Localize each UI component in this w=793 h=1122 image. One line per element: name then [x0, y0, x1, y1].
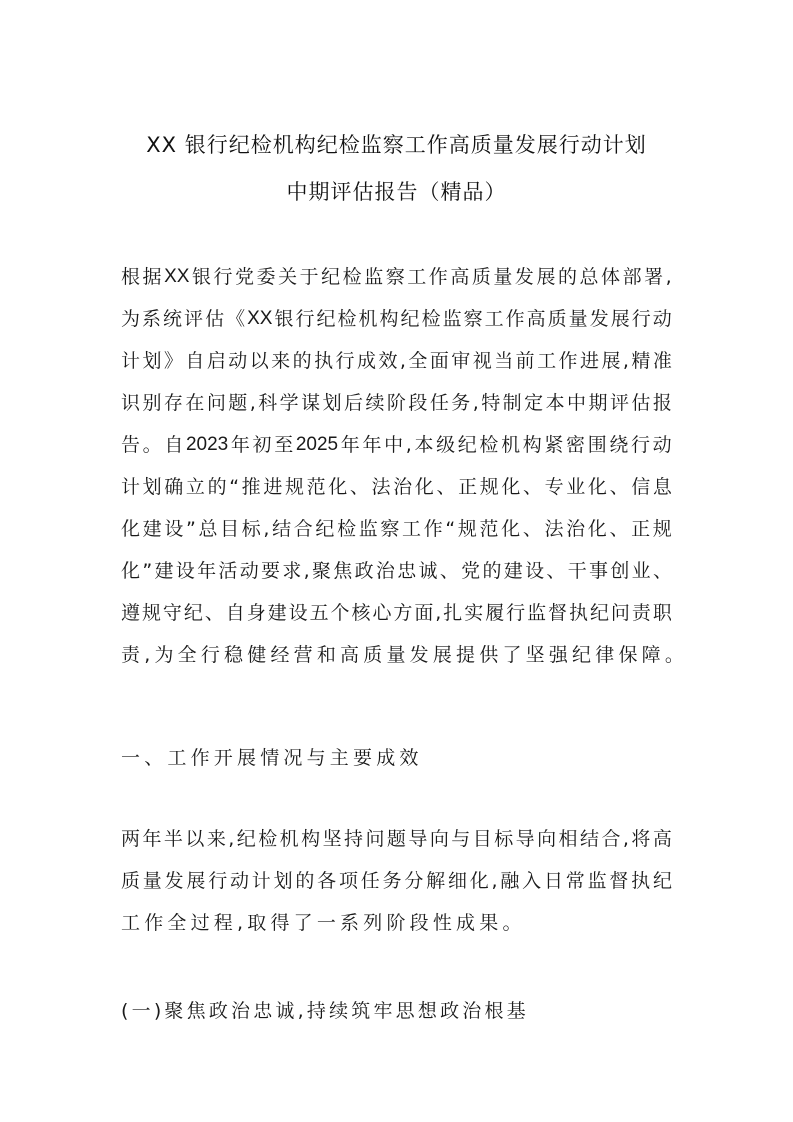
subsection-heading: (一)聚焦政治忠诚,持续筑牢思想政治根基 [121, 1000, 529, 1022]
paragraph-line: 识 别 存 在 问 题 , 科 学 谋 划 后 续 阶 段 任 务 , 特 制 定 本 中 期 评 估 报 [121, 392, 672, 414]
paragraph-line: 告 。 自 2023 年 初 至 2025 年 年 中 , 本 级 纪 检 机 构 紧 密 围 绕 行 动 [121, 434, 672, 456]
paragraph-line: 计 划 》 自 启 动 以 来 的 执 行 成 效 , 全 面 审 视 当 前 工 作 进 展 , 精 准 [121, 350, 672, 372]
document-title-line-2: 中期评估报告（精品） [286, 180, 507, 204]
paragraph-line: 为 系 统 评 估 《 XX 银 行 纪 检 机 构 纪 检 监 察 工 作 高 质 量 发 展 行 动 [121, 308, 672, 330]
document-title-line-1: XX 银行纪检机构纪检监察工作高质量发展行动计划 [146, 133, 647, 157]
paragraph-line: 工作全过程,取得了一系列阶段性成果。 [121, 912, 526, 934]
paragraph-line: 化 建 设 ” 总 目 标 , 结 合 纪 检 监 察 工 作 “ 规 范 化 、 法 治 化 、 正 规 [121, 518, 672, 540]
paragraph-line: 两 年 半 以 来 , 纪 检 机 构 坚 持 问 题 导 向 与 目 标 导 向 相 结 合 , 将 高 [121, 828, 672, 850]
paragraph-line: 计 划 确 立 的 “ 推 进 规 范 化 、 法 治 化 、 正 规 化 、 专 业 化 、 信 息 [121, 476, 672, 498]
paragraph-line: 责,为全行稳健经营和高质量发展提供了坚强纪律保障。 [121, 644, 689, 666]
paragraph-line: 遵 规 守 纪 、 自 身 建 设 五 个 核 心 方 面 , 扎 实 履 行 监 督 执 纪 问 责 职 [121, 602, 672, 624]
paragraph-line: 根 据 XX 银 行 党 委 关 于 纪 检 监 察 工 作 高 质 量 发 展 的 总 体 部 署 , [121, 266, 672, 288]
section-heading: 一、工作开展情况与主要成效 [121, 747, 423, 769]
paragraph-line: 化 ” 建 设 年 活 动 要 求 , 聚 焦 政 治 忠 诚 、 党 的 建 设 、 干 事 创 业 、 [121, 560, 672, 582]
paragraph-line: 质 量 发 展 行 动 计 划 的 各 项 任 务 分 解 细 化 , 融 入 日 常 监 督 执 纪 [121, 870, 672, 892]
